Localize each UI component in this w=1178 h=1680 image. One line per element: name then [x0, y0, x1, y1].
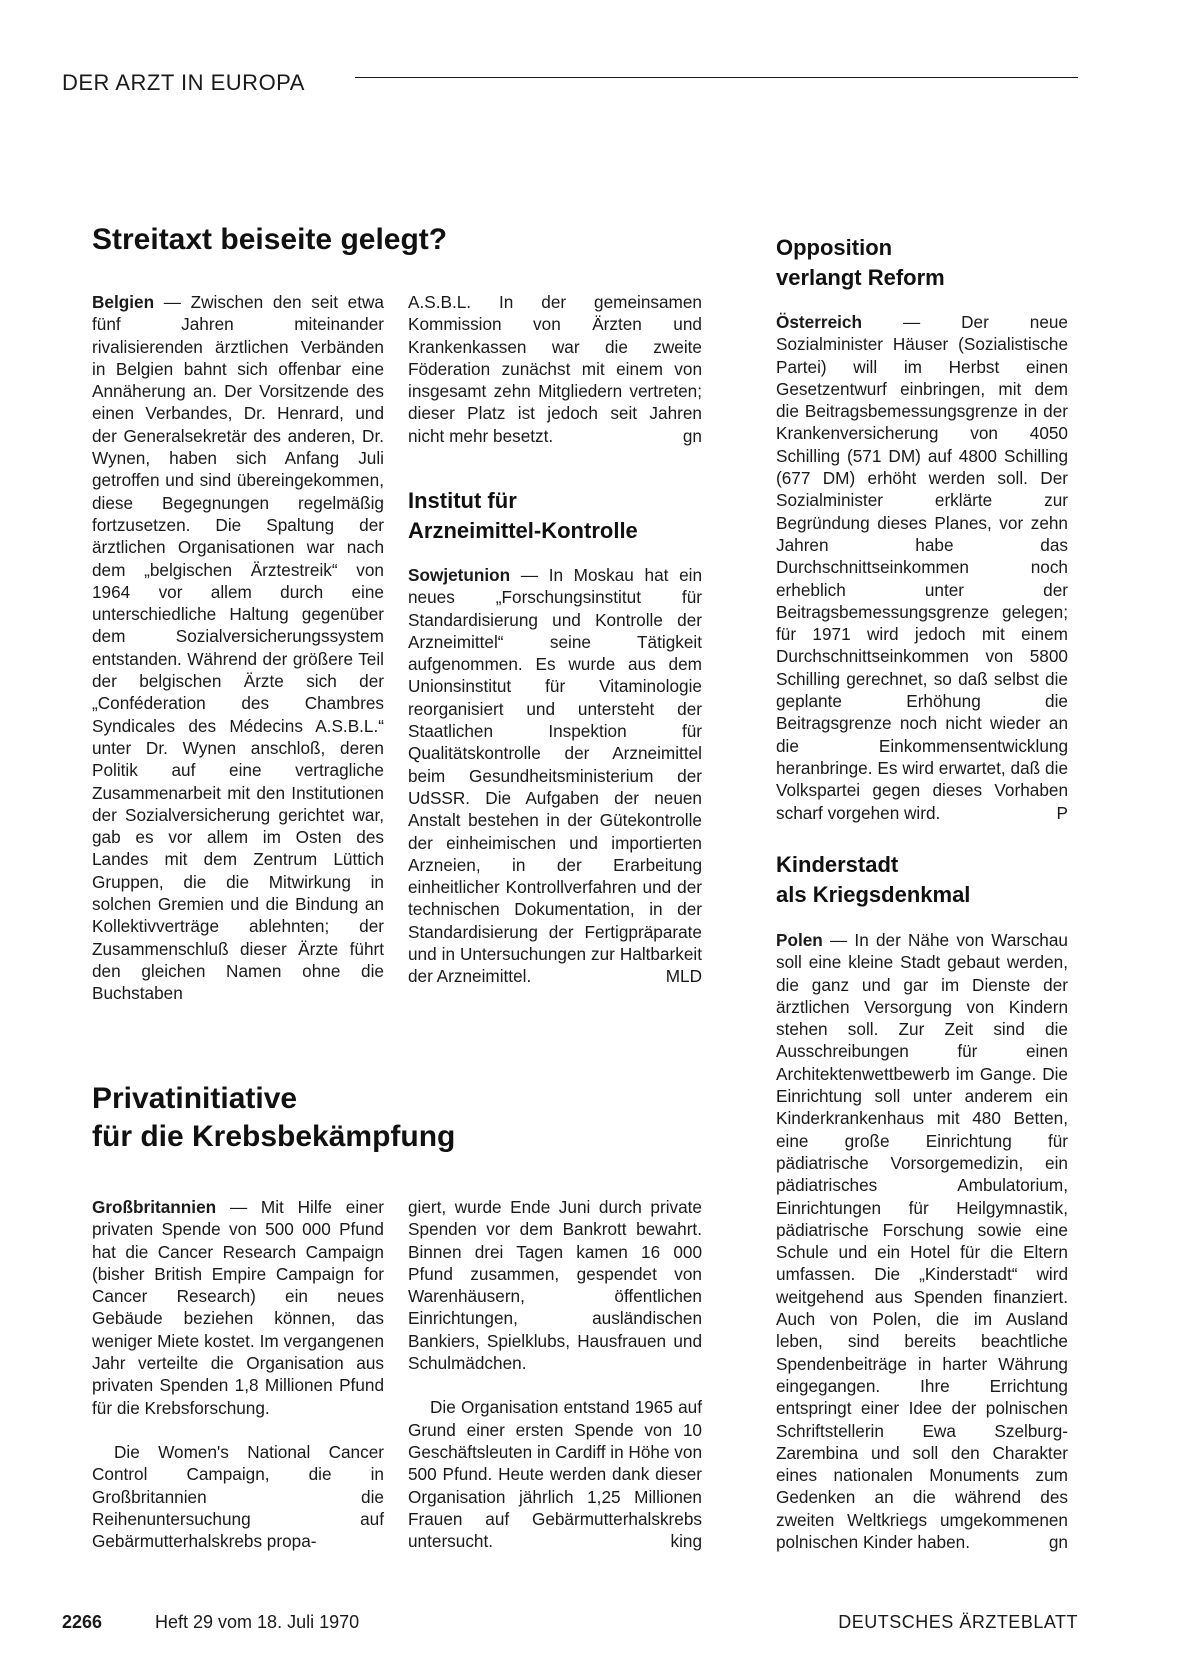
lead-poland: Polen [776, 930, 823, 950]
headline-poland [776, 850, 970, 909]
article-belgium-col1 [92, 291, 384, 1005]
headline-uk [92, 1080, 455, 1155]
headline-ussr-line2: Arzneimittel-Kontrolle [408, 517, 638, 543]
article-uk-col1 [92, 1196, 384, 1552]
lead-austria: Österreich [776, 312, 862, 332]
text-uk-col2-p2: Die Organisation entstand 1965 auf Grund einer ersten Spende von 10 Geschäftsleuten in Cardiff in Höhe von 500 Pfund. Heute werden dank dieser Organisation jährlich 1,25 Millionen Frauen auf Gebärmutterhalskrebs untersucht. [408, 1397, 702, 1552]
text-austria: — Der neue Sozialminister Häuser (Sozialistische Partei) will im Herbst einen Gesetzentwurf einbringen, mit dem die Beitragsbemessungsgrenze in der Krankenversicherung von 4050 Schilling (571 DM) auf 4800 Schilling (677 DM) erhöht werden soll. Der Sozialminister erklärte zur Begründung dieses Planes, vor zehn Jahren habe das Durchschnittseinkommen noch erheblich unter der Beitragsbemessungsgrenze gelegen; für 1971 wird jedoch mit einem Durchschnittseinkommen von 5800 Schilling gerechnet, so daß selbst die geplante Erhöhung die Beitragsgrenze noch nicht wieder an die Einkommensentwicklung heranbringe. Es wird erwartet, daß die Volkspartei gegen dieses Vorhaben scharf vorgehen wird. [776, 312, 1068, 823]
section-header: DER ARZT IN EUROPA [62, 70, 305, 95]
article-austria [776, 311, 1068, 824]
text-ussr: — In Moskau hat ein neues „Forschungsinstitut für Standardisierung und Kontrolle der Arzneimittel“ seine Tätigkeit aufgenommen. Es wurde aus dem Unionsinstitut für Vitaminologie reorganisiert und untersteht der Staatlichen Inspektion für Qualitätskontrolle der Arzneimittel beim Gesundheitsministerium der UdSSR. Die Aufgaben der neuen Anstalt bestehen in der Gütekontrolle der einheimischen und importierten Arzneien, in der Erarbeitung einheitlicher Kontrollverfahren und der technischen Dokumentation, in der Standardisierung der Fertigpräparate und in Untersuchungen zur Haltbarkeit der Arzneimittel. [408, 565, 703, 987]
headline-poland-line2: als Kriegsdenkmal [776, 881, 971, 907]
text-uk-col1-p1: — Mit Hilfe einer privaten Spende von 500 000 Pfund hat die Cancer Research Campaign (bisher British Empire Campaign for Cancer Research) ein neues Gebäude beziehen können, das weniger Miete kostet. Im vergangenen Jahr verteilte die Organisation aus privaten Spenden 1,8 Millionen Pfund für die Krebsforschung. [92, 1197, 384, 1418]
headline-uk-line2: für die Krebsbekämpfung [92, 1119, 456, 1153]
article-belgium-col2 [408, 291, 702, 447]
headline-ussr [408, 486, 638, 545]
text-belgium-col1: — Zwischen den seit etwa fünf Jahren miteinander rivalisierenden ärztlichen Verbänden in Belgien bahnt sich offenbar eine Annäherung an. Der Vorsitzende des einen Verbandes, Dr. Henrard, und der Generalsekretär des anderen, Dr. Wynen, haben sich Anfang Juli getroffen und sind übereingekommen, diese Begegnungen regelmäßig fortzusetzen. Die Spaltung der ärztlichen Organisationen war nach dem „belgischen Ärztestreik“ von 1964 vor allem durch eine unterschiedliche Haltung gegenüber dem Sozialversicherungssystem entstanden. Während der größere Teil der belgischen Ärzte sich der „Conféderation des Chambres Syndicales des Médecins A.S.B.L.“ unter Dr. Wynen anschloß, deren Politik auf eine vertragliche Zusammenarbeit mit den Institutionen der Sozialversicherung gerichtet war, gab es vor allem im Osten des Landes mit dem Zentrum Lüttich Gruppen, die die Mitwirkung in solchen Gremien und die Bindung an Kollektivverträge ablehnten; der Zusammenschluß dieser Ärzte führt den gleichen Namen ohne die Buchstaben [92, 292, 384, 1004]
signature-belgium: gn [682, 425, 702, 446]
article-ussr [408, 564, 702, 988]
headline-austria-line2: verlangt Reform [776, 264, 945, 290]
text-poland: — In der Nähe von Warschau soll eine kleine Stadt gebaut werden, die ganz und gar im Dienste der ärztlichen Versorgung von Kindern stehen soll. Zur Zeit sind die Ausschreibungen für einen Architektenwettbewerb im Gange. Die Einrichtung soll unter anderem ein Kinderkrankenhaus mit 480 Betten, eine große Einrichtung für pädiatrische Vorsorgemedizin, ein pädiatrisches Ambulatorium, Einrichtungen für Heilgymnastik, pädiatrische Forschung sowie eine Schule und ein Hotel für die Eltern umfassen. Die „Kinderstadt“ wird weitgehend aus Spenden finanziert. Auch von Polen, die im Ausland leben, sind bereits beachtliche Spendenbeiträge in harter Währung eingegangen. Ihre Errichtung entspringt einer Idee der polnischen Schriftstellerin Ewa Szelburg-Zarembina und soll den Charakter eines nationalen Monuments zum Gedenken an die während des zweiten Weltkriegs umgekommenen polnischen Kinder haben. [776, 930, 1068, 1553]
headline-belgium: Streitaxt beiseite gelegt? [92, 223, 448, 256]
headline-austria-line1: Opposition [776, 235, 893, 260]
headline-poland-line1: Kinderstadt [776, 852, 899, 877]
text-belgium-col2: A.S.B.L. In der gemeinsamen Kommission von Ärzten und Krankenkassen war die zweite Föderation zunächst mit einem von insgesamt zehn Mitgliedern vertreten; dieser Platz ist jedoch seit Jahren nicht mehr besetzt. [408, 292, 702, 446]
article-poland [776, 929, 1068, 1553]
headline-uk-line1: Privatinitiative [92, 1082, 298, 1115]
signature-ussr: MLD [665, 966, 702, 987]
headline-austria [776, 233, 945, 292]
page-number: 2266 [62, 1612, 103, 1632]
article-uk-col2 [408, 1196, 702, 1552]
text-uk-col2-p1: giert, wurde Ende Juni durch private Spenden vor dem Bankrott bewahrt. Binnen drei Tagen kamen 16 000 Pfund zusammen, gespendet von Warenhäusern, öffentlichen Einrichtungen, ausländischen Bankiers, Spielklubs, Hausfrauen und Schulmädchen. [408, 1197, 702, 1374]
lead-uk: Großbritannien [92, 1197, 217, 1217]
header-rule [355, 77, 1078, 78]
lead-belgium: Belgien [92, 292, 155, 312]
text-uk-col1-p2: Die Women's National Cancer Control Campaign, die in Großbritannien die Reihenuntersuchung auf Gebärmutterhalskrebs propa- [92, 1441, 384, 1552]
lead-ussr: Sowjetunion [408, 565, 511, 585]
issue-info: Heft 29 vom 18. Juli 1970 [155, 1612, 360, 1632]
headline-ussr-line1: Institut für [408, 488, 517, 513]
signature-uk: king [670, 1531, 702, 1552]
signature-austria: P [1056, 802, 1068, 823]
publication-name: DEUTSCHES ÄRZTEBLATT [838, 1612, 1078, 1632]
signature-poland: gn [1048, 1532, 1068, 1553]
